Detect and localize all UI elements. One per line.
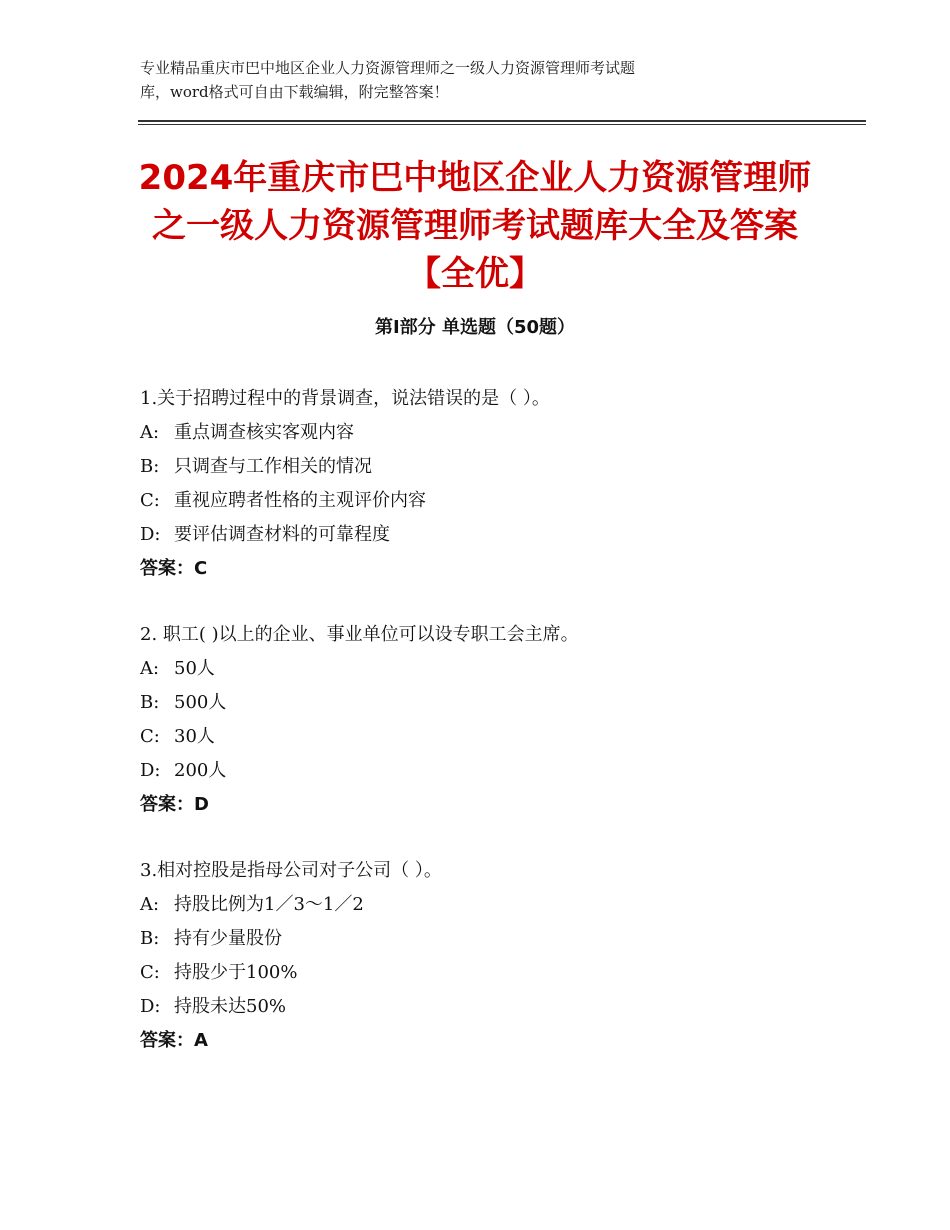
- question-list: [140, 382, 860, 1090]
- question-answer: 答案：A: [140, 1030, 208, 1051]
- document-title-line-2: 之一级人力资源管理师考试题库大全及答案: [152, 206, 798, 246]
- question-option: [140, 450, 860, 484]
- option-text: 持股少于100%: [174, 962, 298, 983]
- question-option: [140, 416, 860, 450]
- option-letter: A:: [140, 658, 160, 679]
- question-item: [140, 382, 860, 586]
- question-option: [140, 484, 860, 518]
- question-option: [140, 922, 860, 956]
- option-text: 30人: [174, 726, 215, 747]
- question-item: [140, 854, 860, 1058]
- question-option: [140, 990, 860, 1024]
- option-letter: B:: [140, 456, 160, 477]
- option-text: 重视应聘者性格的主观评价内容: [174, 490, 426, 511]
- question-option: [140, 956, 860, 990]
- question-item: [140, 618, 860, 822]
- header-note-line-2: 库，word格式可自由下载编辑，附完整答案！: [140, 83, 449, 101]
- question-stem: 3.相对控股是指母公司对子公司（ ）。: [140, 860, 442, 881]
- option-letter: B:: [140, 692, 160, 713]
- option-letter: C:: [140, 962, 160, 983]
- question-option: [140, 518, 860, 552]
- question-answer: 答案：D: [140, 794, 209, 815]
- option-letter: A:: [140, 422, 160, 443]
- document-title-line-1: 2024年重庆市巴中地区企业人力资源管理师: [138, 158, 812, 198]
- option-letter: C:: [140, 726, 160, 747]
- option-text: 要评估调查材料的可靠程度: [174, 524, 390, 545]
- header-divider: [138, 120, 866, 125]
- option-letter: D:: [140, 524, 161, 545]
- section-heading: 第Ⅰ部分 单选题（50题）: [374, 317, 575, 338]
- option-text: 50人: [174, 658, 215, 679]
- document-title: [100, 154, 850, 298]
- option-text: 重点调查核实客观内容: [174, 422, 354, 443]
- option-text: 500人: [174, 692, 227, 713]
- option-letter: A:: [140, 894, 160, 915]
- question-option: [140, 888, 860, 922]
- option-letter: C:: [140, 490, 160, 511]
- option-letter: B:: [140, 928, 160, 949]
- document-title-line-3: 【全优】: [407, 254, 543, 294]
- option-letter: D:: [140, 996, 161, 1017]
- question-answer: 答案：C: [140, 558, 208, 579]
- option-text: 只调查与工作相关的情况: [174, 456, 372, 477]
- question-stem: 1.关于招聘过程中的背景调查，说法错误的是（ ）。: [140, 388, 550, 409]
- question-option: [140, 652, 860, 686]
- question-stem: 2. 职工( )以上的企业、事业单位可以设专职工会主席。: [140, 624, 579, 645]
- option-text: 200人: [174, 760, 227, 781]
- option-text: 持有少量股份: [174, 928, 282, 949]
- header-note-line-1: 专业精品重庆市巴中地区企业人力资源管理师之一级人力资源管理师考试题: [140, 59, 636, 77]
- question-option: [140, 686, 860, 720]
- option-text: 持股未达50%: [174, 996, 287, 1017]
- question-option: [140, 720, 860, 754]
- option-letter: D:: [140, 760, 161, 781]
- header-note: [140, 56, 780, 104]
- question-option: [140, 754, 860, 788]
- option-text: 持股比例为1／3～1／2: [174, 894, 364, 915]
